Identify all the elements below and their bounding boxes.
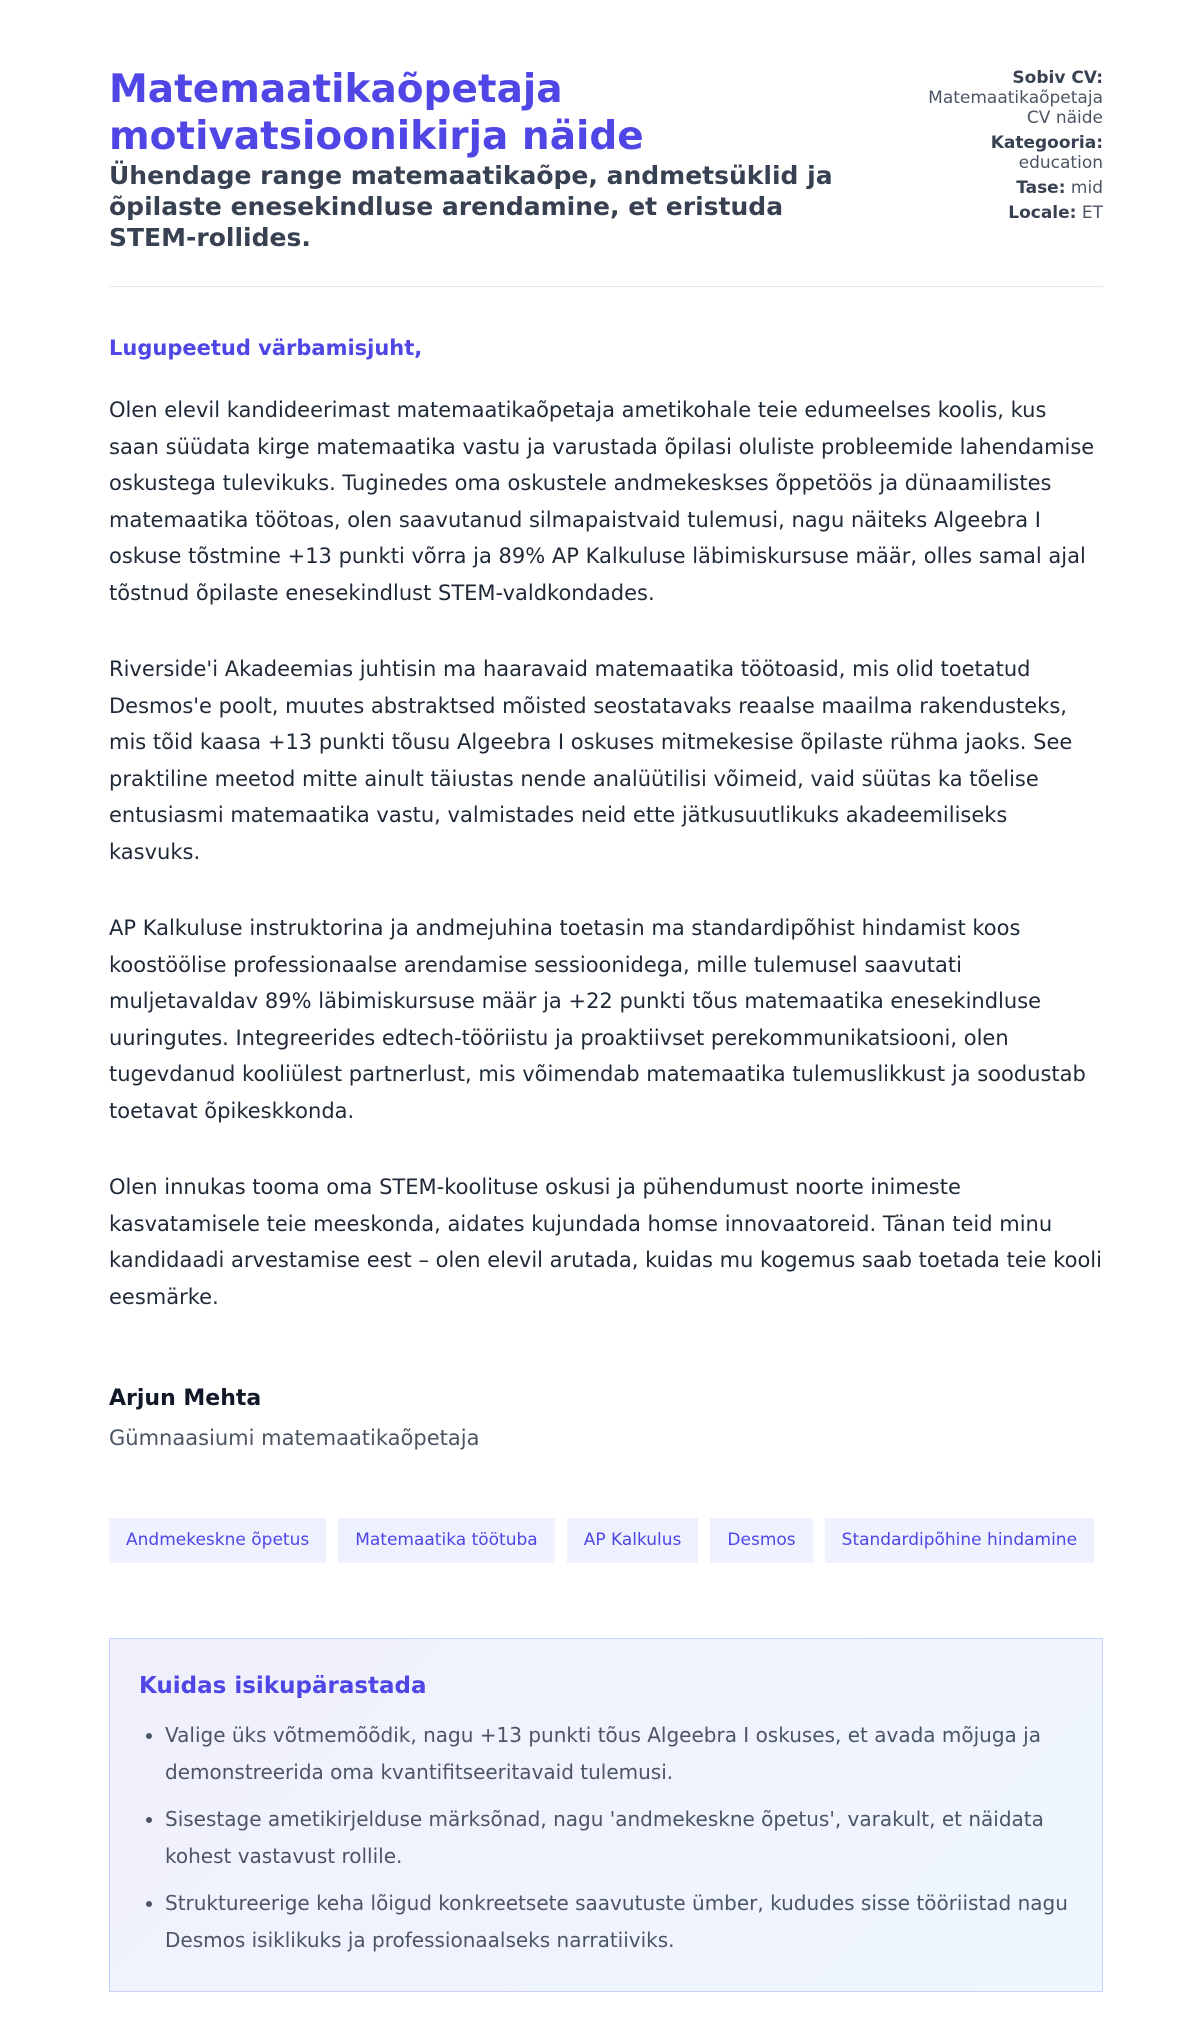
skill-tag: AP Kalkulus [567, 1518, 699, 1563]
meta-cv-value-line2: CV näide [1026, 108, 1103, 128]
tips-list [139, 1717, 1072, 1959]
page-title: Matemaatikaõpetaja motivatsioonikirja näide [109, 67, 644, 159]
header [109, 66, 1103, 253]
meta-cv-label: Sobiv CV: [1012, 68, 1103, 88]
meta-level [869, 178, 1103, 198]
letter-paragraph: Riverside'i Akadeemias juhtisin ma haaravaid matemaatika töötoasid, mis olid toetatud Desmos'e poolt, muutes abstraktsed mõisted seostatavaks reaalse maailma rakendusteks, mis tõid kaasa +13 punkti tõusu Algeebra I oskuses mitmekesise õpilaste rühma jaoks. See praktiline meetod mitte ainult täiustas nende analüütilisi võimeid, vaid süütas ka tõelise entusiasmi matemaatika vastu, valmistades neid ette jätkusuutlikuks akadeemiliseks kasvuks. [109, 657, 1073, 864]
meta-cv [869, 68, 1103, 128]
meta-locale-label: Locale: [1008, 203, 1077, 223]
skill-tag: Standardipõhine hindamine [825, 1518, 1094, 1563]
tips-item: • Valige üks võtmemõõdik, nagu +13 punkti tõus Algeebra I oskuses, et avada mõjuga ja demonstreerida oma kvantifitseeritavaid tulemusi. [165, 1717, 1072, 1791]
meta-locale-value: ET [1081, 203, 1103, 223]
meta-category [869, 133, 1103, 173]
letter-body [109, 392, 1103, 1355]
letter-paragraph: AP Kalkuluse instruktorina ja andmejuhina toetasin ma standardipõhist hindamist koos koostöölise professionaalse arendamise sessioonidega, mille tulemusel saavutati muljetavaldav 89% läbimiskursuse määr ja +22 punkti tõus matemaatika enesekindluse uuringutes. Integreerides edtech-tööriistu ja proaktiivset perekommunikatsiooni, olen tugevdanud kooliülest partnerlust, mis võimendab matemaatika tulemuslikkust ja soodustab toetavat õpikeskkonda. [109, 916, 1086, 1123]
letter-paragraph: Olen elevil kandideerimast matemaatikaõpetaja ametikohale teie edumeelses koolis, kus saan süüdata kirge matemaatika vastu ja varustada õpilasi oluliste probleemide lahendamise oskustega tulevikuks. Tuginedes oma oskustele andmekeskses õppetöös ja dünaamilistes matemaatika töötoas, olen saavutanud silmapaistvaid tulemusi, nagu näiteks Algeebra I oskuse tõstmine +13 punkti võrra ja 89% AP Kalkuluse läbimiskursuse määr, olles samal ajal tõstnud õpilaste enesekindlust STEM-valdkondades. [109, 398, 1095, 605]
meta-category-label: Kategooria: [990, 133, 1103, 153]
tips-title: Kuidas isikupärastada [139, 1673, 427, 1699]
meta-panel [869, 66, 1103, 253]
skill-tag: Desmos [710, 1518, 812, 1563]
letter-paragraph: Olen innukas tooma oma STEM-koolituse oskusi ja pühendumust noorte inimeste kasvatamisele teie meeskonda, aidates kujundada homse innovaatoreid. Tänan teid minu kandidaadi arvestamise eest – olen elevil arutada, kuidas mu kogemus saab toetada teie kooli eesmärke. [109, 1175, 1102, 1309]
header-divider [109, 286, 1103, 287]
meta-cv-value-line1: Matemaatikaõpetaja [928, 88, 1103, 108]
meta-locale [869, 203, 1103, 223]
skill-tag: Andmekeskne õpetus [109, 1518, 326, 1563]
signature-role: Gümnaasiumi matemaatikaõpetaja [109, 1426, 480, 1450]
title-block [109, 66, 869, 253]
meta-level-label: Tase: [1016, 178, 1066, 198]
skill-tags [109, 1518, 1094, 1563]
tips-item: • Sisestage ametikirjelduse märksõnad, nagu 'andmekeskne õpetus', varakult, et näidata kohest vastavust rollile. [165, 1801, 1072, 1875]
personalize-tips-box [109, 1638, 1103, 1992]
meta-level-value: mid [1070, 178, 1103, 198]
skill-tag: Matemaatika töötuba [338, 1518, 554, 1563]
tips-item: • Struktureerige keha lõigud konkreetsete saavutuste ümber, kududes sisse tööriistad nagu Desmos isiklikuks ja professionaalseks narratiiviks. [165, 1885, 1072, 1959]
signature-name: Arjun Mehta [109, 1386, 262, 1411]
meta-category-value: education [1018, 153, 1103, 173]
page-subtitle: Ühendage range matemaatikaõpe, andmetsüklid ja õpilaste enesekindluse arendamine, et eristuda STEM-rollides. [109, 161, 833, 252]
salutation: Lugupeetud värbamisjuht, [109, 336, 423, 360]
